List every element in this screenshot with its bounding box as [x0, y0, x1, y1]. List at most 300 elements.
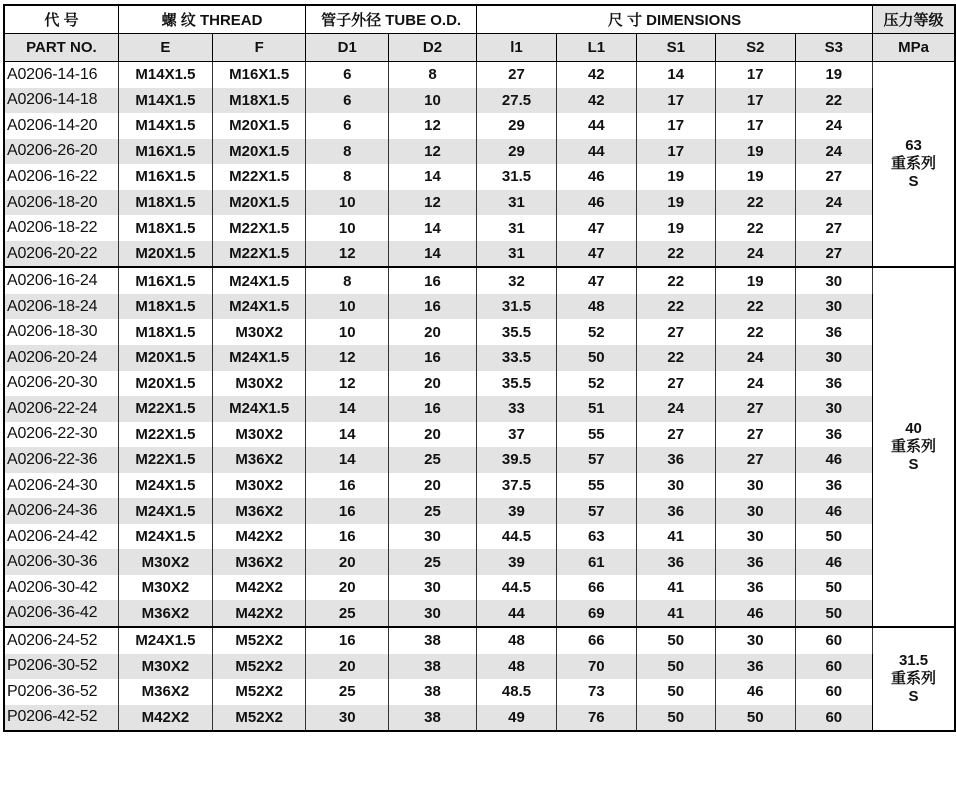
cell-s3: 24 — [795, 190, 873, 216]
cell-s1: 50 — [636, 705, 715, 732]
cell-l1: 44.5 — [476, 575, 556, 601]
cell-s3: 30 — [795, 345, 873, 371]
dimensions-header: 尺 寸 DIMENSIONS — [476, 5, 872, 34]
pressure-grade-cell — [873, 267, 955, 627]
cell-d1: 20 — [306, 575, 389, 601]
grade-class: S — [908, 456, 919, 474]
cell-d1: 16 — [306, 498, 389, 524]
pressure-grade-cell — [873, 62, 955, 268]
cell-l1: 48 — [476, 627, 556, 654]
table-row — [4, 88, 955, 114]
cell-s3: 27 — [795, 164, 873, 190]
cell-e: M42X2 — [118, 705, 212, 732]
cell-part: A0206-18-30 — [4, 319, 118, 345]
cell-s3: 60 — [795, 627, 873, 654]
cell-d1: 25 — [306, 679, 389, 705]
cell-f: M36X2 — [213, 549, 306, 575]
cell-d2: 14 — [389, 241, 477, 268]
cell-l1: 35.5 — [476, 371, 556, 397]
cell-l1: 50 — [557, 345, 636, 371]
cell-l1: 55 — [557, 473, 636, 499]
cell-d1: 16 — [306, 627, 389, 654]
cell-d2: 12 — [389, 139, 477, 165]
cell-f: M24X1.5 — [213, 294, 306, 320]
cell-s2: 36 — [716, 654, 795, 680]
cell-f: M24X1.5 — [213, 267, 306, 294]
cell-d2: 38 — [389, 627, 477, 654]
cell-f: M30X2 — [213, 319, 306, 345]
cell-part: A0206-30-36 — [4, 549, 118, 575]
cell-f: M52X2 — [213, 654, 306, 680]
cell-s3: 27 — [795, 215, 873, 241]
cell-f: M52X2 — [213, 627, 306, 654]
cell-l1: 70 — [557, 654, 636, 680]
cell-s1: 17 — [636, 88, 715, 114]
table-row — [4, 679, 955, 705]
cell-l1: 52 — [557, 319, 636, 345]
cell-d2: 8 — [389, 62, 477, 88]
col-header-l1-lower: l1 — [476, 34, 556, 62]
cell-s3: 50 — [795, 575, 873, 601]
table-row — [4, 447, 955, 473]
cell-s3: 22 — [795, 88, 873, 114]
grade-class: S — [908, 688, 919, 706]
cell-f: M20X1.5 — [213, 139, 306, 165]
cell-d2: 25 — [389, 447, 477, 473]
table-row — [4, 627, 955, 654]
cell-d1: 14 — [306, 447, 389, 473]
cell-e: M24X1.5 — [118, 473, 212, 499]
cell-d1: 20 — [306, 654, 389, 680]
table-row — [4, 654, 955, 680]
cell-f: M52X2 — [213, 705, 306, 732]
cell-s2: 36 — [716, 549, 795, 575]
col-header-f: F — [213, 34, 306, 62]
cell-e: M24X1.5 — [118, 524, 212, 550]
cell-d1: 8 — [306, 164, 389, 190]
cell-f: M24X1.5 — [213, 396, 306, 422]
spec-table — [3, 4, 956, 732]
grade-pressure: 40 — [905, 420, 922, 438]
cell-part: A0206-16-24 — [4, 267, 118, 294]
cell-part: A0206-18-22 — [4, 215, 118, 241]
cell-s1: 36 — [636, 549, 715, 575]
cell-s2: 36 — [716, 575, 795, 601]
cell-s1: 22 — [636, 267, 715, 294]
cell-f: M16X1.5 — [213, 62, 306, 88]
cell-part: A0206-14-16 — [4, 62, 118, 88]
cell-l1: 63 — [557, 524, 636, 550]
cell-e: M14X1.5 — [118, 88, 212, 114]
cell-f: M42X2 — [213, 524, 306, 550]
cell-part: A0206-22-24 — [4, 396, 118, 422]
cell-d2: 20 — [389, 371, 477, 397]
cell-s2: 27 — [716, 447, 795, 473]
cell-e: M16X1.5 — [118, 267, 212, 294]
cell-d1: 20 — [306, 549, 389, 575]
cell-l1: 39 — [476, 498, 556, 524]
cell-s2: 22 — [716, 215, 795, 241]
cell-d1: 16 — [306, 524, 389, 550]
cell-e: M36X2 — [118, 679, 212, 705]
cell-l1: 76 — [557, 705, 636, 732]
col-header-s3: S3 — [795, 34, 873, 62]
col-header-d2: D2 — [389, 34, 477, 62]
cell-e: M18X1.5 — [118, 215, 212, 241]
cell-d2: 16 — [389, 267, 477, 294]
cell-l1: 33.5 — [476, 345, 556, 371]
cell-l1: 55 — [557, 422, 636, 448]
cell-s2: 22 — [716, 294, 795, 320]
table-row — [4, 524, 955, 550]
cell-part: A0206-20-24 — [4, 345, 118, 371]
cell-e: M22X1.5 — [118, 422, 212, 448]
cell-f: M20X1.5 — [213, 190, 306, 216]
cell-s3: 30 — [795, 396, 873, 422]
cell-e: M30X2 — [118, 654, 212, 680]
cell-f: M30X2 — [213, 422, 306, 448]
cell-s2: 46 — [716, 600, 795, 627]
cell-l1: 61 — [557, 549, 636, 575]
cell-s2: 17 — [716, 62, 795, 88]
cell-l1: 29 — [476, 113, 556, 139]
cell-part: A0206-20-30 — [4, 371, 118, 397]
cell-s2: 50 — [716, 705, 795, 732]
col-header-l1-upper: L1 — [557, 34, 636, 62]
cell-s2: 27 — [716, 422, 795, 448]
cell-part: A0206-24-52 — [4, 627, 118, 654]
cell-part: P0206-36-52 — [4, 679, 118, 705]
cell-l1: 44 — [476, 600, 556, 627]
cell-e: M30X2 — [118, 549, 212, 575]
cell-s3: 50 — [795, 524, 873, 550]
cell-l1: 47 — [557, 267, 636, 294]
cell-s2: 24 — [716, 241, 795, 268]
cell-s1: 14 — [636, 62, 715, 88]
cell-part: A0206-22-36 — [4, 447, 118, 473]
cell-s1: 22 — [636, 241, 715, 268]
cell-s1: 22 — [636, 294, 715, 320]
cell-l1: 73 — [557, 679, 636, 705]
cell-d2: 12 — [389, 190, 477, 216]
cell-d1: 14 — [306, 422, 389, 448]
cell-s1: 19 — [636, 215, 715, 241]
cell-l1: 46 — [557, 190, 636, 216]
cell-e: M36X2 — [118, 600, 212, 627]
cell-s3: 19 — [795, 62, 873, 88]
table-row — [4, 345, 955, 371]
cell-s1: 27 — [636, 422, 715, 448]
cell-l1: 48.5 — [476, 679, 556, 705]
table-row — [4, 371, 955, 397]
cell-d1: 8 — [306, 267, 389, 294]
cell-f: M22X1.5 — [213, 241, 306, 268]
cell-f: M42X2 — [213, 600, 306, 627]
cell-d1: 10 — [306, 215, 389, 241]
cell-l1: 39.5 — [476, 447, 556, 473]
cell-s3: 60 — [795, 705, 873, 732]
cell-l1: 57 — [557, 447, 636, 473]
cell-e: M24X1.5 — [118, 498, 212, 524]
cell-part: A0206-24-42 — [4, 524, 118, 550]
grade-series: 重系列 — [891, 155, 937, 173]
cell-l1: 37 — [476, 422, 556, 448]
cell-e: M14X1.5 — [118, 62, 212, 88]
cell-l1: 48 — [557, 294, 636, 320]
cell-d2: 16 — [389, 345, 477, 371]
cell-s3: 36 — [795, 319, 873, 345]
cell-d2: 25 — [389, 549, 477, 575]
cell-l1: 44 — [557, 113, 636, 139]
cell-l1: 29 — [476, 139, 556, 165]
cell-s3: 30 — [795, 294, 873, 320]
cell-d2: 14 — [389, 215, 477, 241]
cell-e: M18X1.5 — [118, 190, 212, 216]
cell-d1: 6 — [306, 88, 389, 114]
cell-l1: 35.5 — [476, 319, 556, 345]
cell-l1: 39 — [476, 549, 556, 575]
cell-s1: 17 — [636, 139, 715, 165]
cell-part: P0206-30-52 — [4, 654, 118, 680]
cell-s3: 46 — [795, 549, 873, 575]
cell-f: M30X2 — [213, 473, 306, 499]
cell-s3: 60 — [795, 679, 873, 705]
cell-s2: 46 — [716, 679, 795, 705]
cell-s1: 27 — [636, 319, 715, 345]
cell-s3: 36 — [795, 371, 873, 397]
table-row — [4, 705, 955, 732]
cell-s2: 17 — [716, 88, 795, 114]
cell-d2: 30 — [389, 524, 477, 550]
cell-s1: 41 — [636, 575, 715, 601]
cell-e: M20X1.5 — [118, 345, 212, 371]
grade-series: 重系列 — [891, 438, 937, 456]
table-body — [4, 62, 955, 732]
cell-f: M20X1.5 — [213, 113, 306, 139]
cell-d1: 12 — [306, 345, 389, 371]
cell-s2: 22 — [716, 190, 795, 216]
cell-s2: 30 — [716, 524, 795, 550]
col-header-d1: D1 — [306, 34, 389, 62]
grade-class: S — [908, 173, 919, 191]
cell-l1: 33 — [476, 396, 556, 422]
cell-s3: 36 — [795, 473, 873, 499]
thread-header: 螺 纹 THREAD — [118, 5, 306, 34]
table-row — [4, 396, 955, 422]
table-row — [4, 319, 955, 345]
cell-e: M18X1.5 — [118, 319, 212, 345]
cell-l1: 31 — [476, 215, 556, 241]
cell-s1: 24 — [636, 396, 715, 422]
cell-s2: 30 — [716, 473, 795, 499]
cell-l1: 31.5 — [476, 294, 556, 320]
cell-l1: 42 — [557, 88, 636, 114]
cell-s3: 24 — [795, 113, 873, 139]
cell-l1: 42 — [557, 62, 636, 88]
cell-l1: 66 — [557, 575, 636, 601]
tube-od-header: 管子外径 TUBE O.D. — [306, 5, 477, 34]
cell-part: A0206-24-30 — [4, 473, 118, 499]
cell-d1: 14 — [306, 396, 389, 422]
cell-d2: 38 — [389, 654, 477, 680]
cell-f: M36X2 — [213, 498, 306, 524]
cell-l1: 27 — [476, 62, 556, 88]
table-row — [4, 294, 955, 320]
table-row — [4, 139, 955, 165]
cell-l1: 69 — [557, 600, 636, 627]
col-header-s1: S1 — [636, 34, 715, 62]
cell-l1: 66 — [557, 627, 636, 654]
cell-s1: 17 — [636, 113, 715, 139]
table-row — [4, 549, 955, 575]
cell-s1: 22 — [636, 345, 715, 371]
table-row — [4, 575, 955, 601]
cell-l1: 52 — [557, 371, 636, 397]
table-row — [4, 62, 955, 88]
table-row — [4, 422, 955, 448]
cell-e: M16X1.5 — [118, 164, 212, 190]
cell-l1: 31 — [476, 190, 556, 216]
cell-s3: 46 — [795, 447, 873, 473]
cell-f: M52X2 — [213, 679, 306, 705]
cell-s1: 30 — [636, 473, 715, 499]
cell-s1: 41 — [636, 600, 715, 627]
cell-s3: 24 — [795, 139, 873, 165]
cell-e: M24X1.5 — [118, 627, 212, 654]
cell-s3: 46 — [795, 498, 873, 524]
cell-l1: 48 — [476, 654, 556, 680]
cell-part: A0206-36-42 — [4, 600, 118, 627]
cell-f: M22X1.5 — [213, 215, 306, 241]
cell-s3: 50 — [795, 600, 873, 627]
cell-l1: 49 — [476, 705, 556, 732]
code-header: 代 号 — [4, 5, 118, 34]
cell-part: A0206-20-22 — [4, 241, 118, 268]
cell-e: M30X2 — [118, 575, 212, 601]
cell-s2: 19 — [716, 139, 795, 165]
cell-e: M20X1.5 — [118, 241, 212, 268]
table-row — [4, 215, 955, 241]
cell-d2: 30 — [389, 575, 477, 601]
cell-d1: 6 — [306, 113, 389, 139]
cell-part: A0206-18-24 — [4, 294, 118, 320]
cell-l1: 37.5 — [476, 473, 556, 499]
grade-pressure: 63 — [905, 137, 922, 155]
cell-s1: 50 — [636, 654, 715, 680]
cell-s2: 17 — [716, 113, 795, 139]
cell-d2: 14 — [389, 164, 477, 190]
cell-s2: 24 — [716, 371, 795, 397]
cell-f: M42X2 — [213, 575, 306, 601]
cell-l1: 31.5 — [476, 164, 556, 190]
table-header — [4, 5, 955, 62]
cell-s3: 36 — [795, 422, 873, 448]
cell-part: A0206-16-22 — [4, 164, 118, 190]
table-row — [4, 190, 955, 216]
table-row — [4, 473, 955, 499]
cell-d2: 38 — [389, 679, 477, 705]
cell-f: M30X2 — [213, 371, 306, 397]
cell-d2: 30 — [389, 600, 477, 627]
cell-d1: 10 — [306, 190, 389, 216]
cell-part: A0206-18-20 — [4, 190, 118, 216]
cell-d1: 8 — [306, 139, 389, 165]
cell-s1: 19 — [636, 164, 715, 190]
cell-l1: 44 — [557, 139, 636, 165]
cell-d2: 38 — [389, 705, 477, 732]
table-row — [4, 241, 955, 268]
cell-s1: 50 — [636, 627, 715, 654]
cell-part: A0206-26-20 — [4, 139, 118, 165]
table-row — [4, 164, 955, 190]
cell-l1: 57 — [557, 498, 636, 524]
cell-s1: 41 — [636, 524, 715, 550]
cell-l1: 32 — [476, 267, 556, 294]
cell-d2: 20 — [389, 422, 477, 448]
cell-l1: 27.5 — [476, 88, 556, 114]
cell-d2: 20 — [389, 319, 477, 345]
cell-s2: 19 — [716, 164, 795, 190]
cell-s2: 19 — [716, 267, 795, 294]
pressure-grade-cell — [873, 627, 955, 731]
cell-d1: 10 — [306, 294, 389, 320]
part-no-header: PART NO. — [4, 34, 118, 62]
cell-l1: 44.5 — [476, 524, 556, 550]
cell-f: M24X1.5 — [213, 345, 306, 371]
cell-part: A0206-22-30 — [4, 422, 118, 448]
cell-part: A0206-30-42 — [4, 575, 118, 601]
cell-part: A0206-14-20 — [4, 113, 118, 139]
cell-d2: 20 — [389, 473, 477, 499]
cell-s3: 27 — [795, 241, 873, 268]
cell-part: A0206-24-36 — [4, 498, 118, 524]
grade-series: 重系列 — [891, 670, 937, 688]
cell-f: M22X1.5 — [213, 164, 306, 190]
cell-l1: 31 — [476, 241, 556, 268]
cell-d2: 10 — [389, 88, 477, 114]
cell-e: M16X1.5 — [118, 139, 212, 165]
cell-e: M22X1.5 — [118, 447, 212, 473]
cell-e: M20X1.5 — [118, 371, 212, 397]
cell-d1: 25 — [306, 600, 389, 627]
cell-d1: 16 — [306, 473, 389, 499]
cell-s3: 60 — [795, 654, 873, 680]
cell-s1: 36 — [636, 447, 715, 473]
cell-d2: 12 — [389, 113, 477, 139]
cell-d2: 16 — [389, 294, 477, 320]
table-row — [4, 267, 955, 294]
cell-e: M22X1.5 — [118, 396, 212, 422]
mpa-header: MPa — [873, 34, 955, 62]
cell-part: P0206-42-52 — [4, 705, 118, 732]
cell-l1: 46 — [557, 164, 636, 190]
cell-l1: 51 — [557, 396, 636, 422]
cell-e: M14X1.5 — [118, 113, 212, 139]
table-row — [4, 600, 955, 627]
cell-s1: 50 — [636, 679, 715, 705]
cell-d1: 12 — [306, 241, 389, 268]
col-header-s2: S2 — [716, 34, 795, 62]
cell-f: M36X2 — [213, 447, 306, 473]
cell-l1: 47 — [557, 215, 636, 241]
table-row — [4, 498, 955, 524]
cell-s1: 36 — [636, 498, 715, 524]
cell-d2: 16 — [389, 396, 477, 422]
cell-f: M18X1.5 — [213, 88, 306, 114]
cell-d2: 25 — [389, 498, 477, 524]
cell-s3: 30 — [795, 267, 873, 294]
col-header-e: E — [118, 34, 212, 62]
